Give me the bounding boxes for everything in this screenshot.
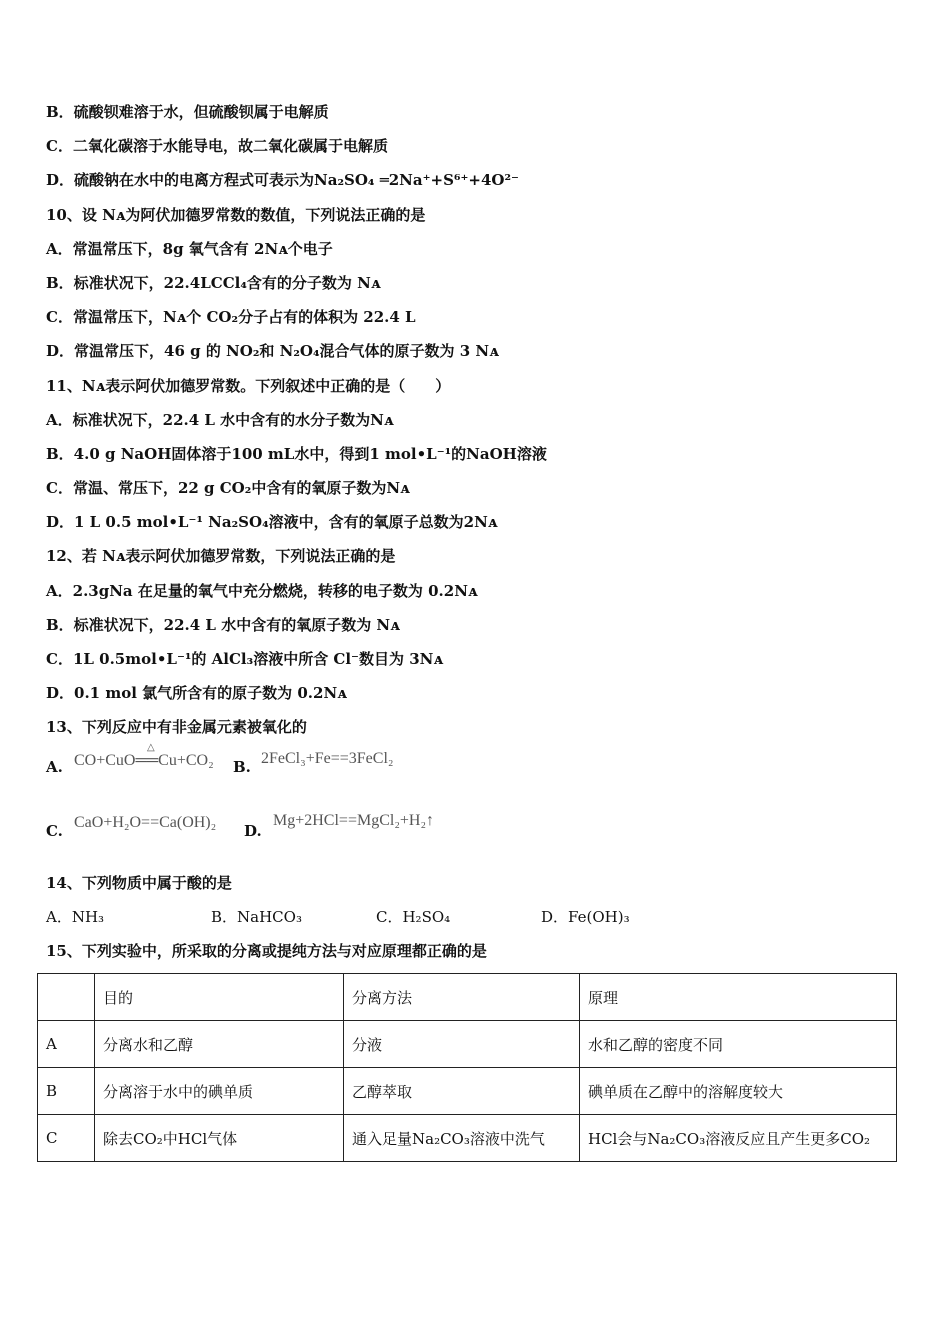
table-cell: 水和乙醇的密度不同 bbox=[580, 1021, 897, 1068]
q14-option-a: A．NH₃ bbox=[46, 907, 105, 926]
table-cell: 碘单质在乙醇中的溶解度较大 bbox=[580, 1068, 897, 1115]
q12-option-d: D．0.1 mol 氯气所含有的原子数为 0.2Nᴀ bbox=[46, 684, 347, 703]
q11-stem: 11、Nᴀ表示阿伏加德罗常数。下列叙述中正确的是（ ） bbox=[46, 376, 451, 395]
q15-stem: 15、下列实验中，所采取的分离或提纯方法与对应原理都正确的是 bbox=[46, 941, 487, 960]
q12-stem: 12、若 Nᴀ表示阿伏加德罗常数，下列说法正确的是 bbox=[46, 547, 396, 566]
q11-option-c: C．常温、常压下，22 g CO₂中含有的氧原子数为Nᴀ bbox=[46, 479, 410, 498]
q12-option-b: B．标准状况下，22.4 L 水中含有的氧原子数为 Nᴀ bbox=[46, 615, 400, 634]
table-cell: 通入足量Na₂CO₃溶液中洗气 bbox=[344, 1115, 580, 1162]
table-row bbox=[38, 1115, 897, 1162]
table-cell: A bbox=[38, 1021, 95, 1068]
table-row bbox=[38, 1068, 897, 1115]
q14-option-d: D．Fe(OH)₃ bbox=[541, 907, 630, 926]
q10-option-b: B．标准状况下，22.4LCCl₄含有的分子数为 Nᴀ bbox=[46, 273, 381, 292]
table-cell: 分液 bbox=[344, 1021, 580, 1068]
q13-label-d: D. bbox=[244, 821, 262, 840]
q15-table bbox=[37, 973, 897, 1162]
q11-option-b: B．4.0 g NaOH固体溶于100 mL水中，得到1 mol•L⁻¹的NaOH溶液 bbox=[46, 444, 547, 463]
document-page bbox=[46, 98, 906, 971]
q14-option-b: B．NaHCO₃ bbox=[211, 907, 302, 926]
q10-option-c: C．常温常压下，Nᴀ个 CO₂分子占有的体积为 22.4 L bbox=[46, 308, 416, 327]
q10-option-d: D．常温常压下，46 g 的 NO₂和 N₂O₄混合气体的原子数为 3 Nᴀ bbox=[46, 342, 499, 361]
q14-options bbox=[46, 903, 906, 937]
header-cell: 分离方法 bbox=[344, 974, 580, 1021]
table-cell: HCl会与Na₂CO₃溶液反应且产生更多CO₂ bbox=[580, 1115, 897, 1162]
header-cell bbox=[38, 974, 95, 1021]
table-cell: 分离溶于水中的碘单质 bbox=[95, 1068, 344, 1115]
q13-stem: 13、下列反应中有非金属元素被氧化的 bbox=[46, 718, 307, 737]
header-cell: 原理 bbox=[580, 974, 897, 1021]
q13-label-b: B. bbox=[233, 757, 251, 776]
table-cell: C bbox=[38, 1115, 95, 1162]
q9-option-b: B．硫酸钡难溶于水，但硫酸钡属于电解质 bbox=[46, 103, 329, 121]
q10-stem: 10、设 Nᴀ为阿伏加德罗常数的数值，下列说法正确的是 bbox=[46, 205, 426, 224]
q13-label-c: C. bbox=[46, 821, 63, 840]
q13-label-a: A. bbox=[46, 757, 63, 776]
q12-option-c: C．1L 0.5mol•L⁻¹的 AlCl₃溶液中所含 Cl⁻数目为 3Nᴀ bbox=[46, 650, 443, 668]
table-cell: 分离水和乙醇 bbox=[95, 1021, 344, 1068]
q13-options-ab bbox=[46, 741, 906, 814]
q13-formula-b: 2FeCl₃+Fe==3FeCl₂ bbox=[261, 749, 394, 767]
heat-delta-symbol: △ bbox=[147, 741, 155, 753]
q13-formula-a bbox=[74, 741, 214, 770]
table-cell: 乙醇萃取 bbox=[344, 1068, 580, 1115]
table-header-row bbox=[38, 974, 897, 1021]
header-cell: 目的 bbox=[95, 974, 344, 1021]
q14-option-c: C．H₂SO₄ bbox=[376, 907, 451, 926]
q14-stem: 14、下列物质中属于酸的是 bbox=[46, 873, 232, 892]
q13-formula-c: CaO+H₂O==Ca(OH)₂ bbox=[74, 813, 217, 831]
q11-option-d: D．1 L 0.5 mol•L⁻¹ Na₂SO₄溶液中，含有的氧原子总数为2Nᴀ bbox=[46, 513, 498, 532]
q9-option-c: C．二氧化碳溶于水能导电，故二氧化碳属于电解质 bbox=[46, 137, 388, 156]
table-cell: 除去CO₂中HCl气体 bbox=[95, 1115, 344, 1162]
q10-option-a: A．常温常压下，8g 氧气含有 2Nᴀ个电子 bbox=[46, 239, 333, 258]
q9-option-d: D．硫酸钠在水中的电离方程式可表示为Na₂SO₄ ═2Na⁺+S⁶⁺+4O²⁻ bbox=[46, 171, 519, 190]
q12-option-a: A．2.3gNa 在足量的氧气中充分燃烧，转移的电子数为 0.2Nᴀ bbox=[46, 581, 478, 600]
q13-formula-a-text: CO+CuO══Cu+CO₂ bbox=[74, 751, 214, 769]
q13-options-cd bbox=[46, 811, 906, 869]
table-row bbox=[38, 1021, 897, 1068]
table-cell: B bbox=[38, 1068, 95, 1115]
q11-option-a: A．标准状况下，22.4 L 水中含有的水分子数为Nᴀ bbox=[46, 410, 394, 429]
q13-formula-d: Mg+2HCl==MgCl₂+H₂↑ bbox=[273, 811, 435, 829]
